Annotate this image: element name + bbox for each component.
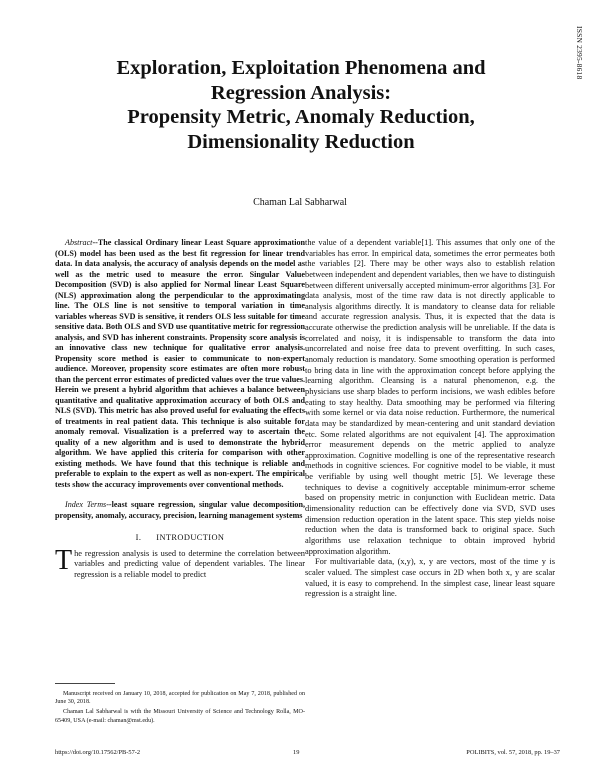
- section-number: I.: [135, 533, 142, 542]
- section-heading: [55, 533, 305, 544]
- intro-paragraph: [55, 544, 305, 581]
- abstract-label: Abstract: [65, 238, 93, 247]
- page-number: 19: [293, 749, 300, 756]
- body-paragraph: For multivariable data, (x,y), x, y are vectors, most of the time y is scaler valued. The simplest case occurs in 2D when both x, y are scalar valued, it is easy to comprehend. In the simplest case, linear least square regression is a straight line.: [305, 557, 555, 599]
- abstract-text: --The classical Ordinary linear Least Square approximation (OLS) model has been used as the best fit regression for linear trend data. In data analysis, the accuracy of analysis depends on the model as well as the metric used to measure the error. Singular Value Decomposition (SVD) is also applied for Normal linear Least Square (NLS) approximation along the perpendicular to the approximating line. The OLS line is not sensitive to temporal variation in time variables whereas SVD is sensitive, it renders OLS less suitable for time sensitive data. Both OLS and SVD use quantitative metric for regression analysis, and SVD has inherent constraints. Propensity score analysis is an innovative class new technique for qualitative error analysis. Propensity score method is easier to communicate to non-expert audience. Moreover, propensity score estimates are often more robust than the percent error estimates of predicted values over the true values. Herein we present a hybrid algorithm that achieves a balance between quantitative and qualitative approximation accuracy of both OLS and NLS (SVD). This metric has also proved useful for evaluating the effects of treatments in real patient data. This technique is also suitable for anomaly removal. Visualization is a preferred way to ascertain the quality of a new algorithm and is used to demonstrate the hybrid algorithm. We have applied this criteria for comparison with other existing methods. We have found that this technique is reliable and preferable to explain to the expert as well as non-expert. The empirical tests show the accuracy improvements over conventional methods.: [55, 238, 305, 489]
- index-terms-label: Index Terms: [65, 500, 107, 509]
- footnote: Chaman Lal Sabharwal is with the Missouri University of Science and Technology Rolla, MO-65409, USA (e-mail: chaman@mst.edu).: [55, 709, 305, 724]
- author-name: Chaman Lal Sabharwal: [253, 197, 347, 208]
- issn-label: ISSN 2395-8618: [575, 26, 584, 80]
- paper-title: [40, 56, 562, 154]
- intro-text: he regression analysis is used to determine the correlation between variables and predicting value of dependent variables. The linear regression is a reliable model to predict: [74, 548, 305, 579]
- body-paragraph: the value of a dependent variable[1]. This assumes that only one of the variables has error. In empirical data, sometimes the error permeates both the variables [2]. There may be other ways also to establish relation between independent and dependent variables, then we have to distinguish between different universally accepted minimum-error algorithms [3]. For data analysis, most of the time raw data is not directly applicable to analysis algorithms directly. It is mandatory to cleanse data for reliable and accurate regression analysis. Thus, it is expected that the data is accurate otherwise the prediction analysis will be unreliable. If the data is correlated and noisy, it is indispensable to transform the data into uncorrelated and noise free data to prevent overfitting. In such cases, anomaly reduction is mandatory. Some smoothing operation is performed to bring data in line with the approximation concept before applying the learning algorithm. Cleansing is a natural phenomenon, e.g. the physicians use sharp blades to perform incisions, we wash edibles before eating to stay healthy. Data smoothing may be performed via filtering with some kernel or via data noise reduction. Furthermore, the numerical data may be standardized by mean-centering and unit standard deviation etc. Some related algorithms are not equivalent [4]. The approximation error measurement depends on the metric applied to analyze approximation. Cognitive modelling is one of the representative research methods in cognitive sciences. For cognitive model to be viable, it must be verifiable by using well thought metric [5]. We leverage these techniques to devise a cognitively acceptable minimum-error scheme based on propensity metric in conjunction with Euclidean metric. Data dimensionality reduction can be effectively done via SVD, SVD uses dimension reduction operation in the latent space. This step yields noise reduction when the data is transformed back to original space. Such algorithms use relaxation technique to obtain improved hybrid approximation algorithm.: [305, 238, 555, 556]
- title-line: Dimensionality Reduction: [187, 130, 415, 153]
- title-line: Propensity Metric, Anomaly Reduction,: [127, 106, 475, 128]
- footer-doi-link[interactable]: https://doi.org/10.17562/PB-57-2: [55, 749, 141, 756]
- index-terms: [55, 500, 305, 521]
- title-line: Exploration, Exploitation Phenomena and: [116, 57, 486, 79]
- footnote: Manuscript received on January 10, 2018, accepted for publication on May 7, 2018, published on June 30, 2018.: [55, 691, 305, 706]
- index-terms-text: --least square regression, singular value decomposition, propensity, anomaly, accuracy, precision, learning management systems: [55, 500, 305, 520]
- footnote-divider: [55, 683, 115, 684]
- drop-cap: T: [55, 544, 73, 576]
- right-column: [305, 238, 555, 600]
- section-title: INTRODUCTION: [156, 533, 225, 542]
- abstract: [55, 238, 305, 490]
- journal-citation: POLIBITS, vol. 57, 2018, pp. 19–37: [466, 749, 560, 756]
- title-line: Regression Analysis:: [210, 81, 392, 104]
- footnotes: [55, 690, 305, 727]
- left-column: [55, 238, 305, 580]
